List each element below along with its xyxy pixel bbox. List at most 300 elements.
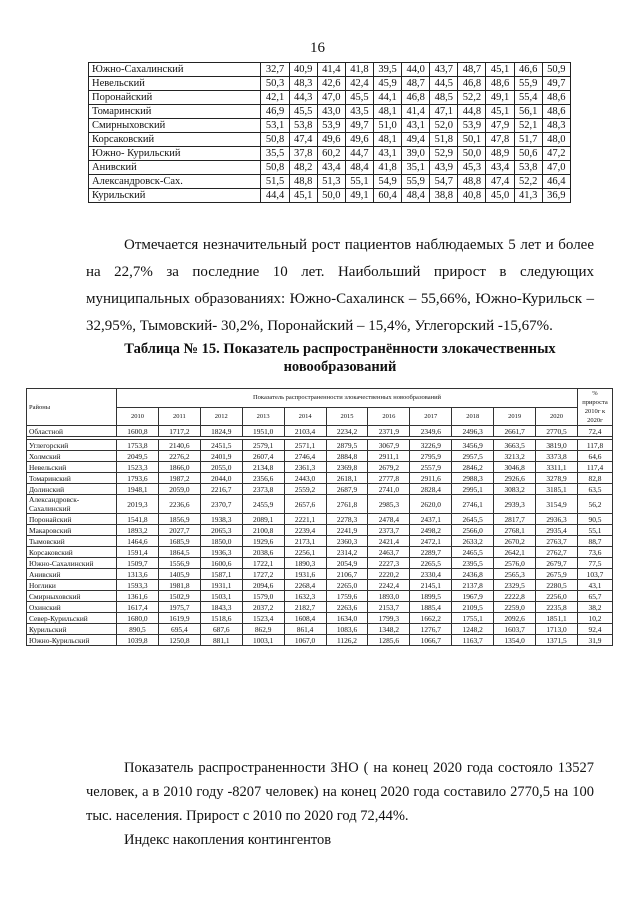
cell-value: 2037,2 (242, 602, 284, 613)
cell-value: 2330,4 (410, 569, 452, 580)
header-districts: Районы (27, 389, 117, 426)
cell-value: 1591,4 (117, 547, 159, 558)
table-row (27, 426, 613, 437)
table-row (89, 133, 571, 147)
page-number: 16 (310, 40, 325, 56)
cell-value: 1313,6 (117, 569, 159, 580)
district-name: Углегорский (27, 440, 117, 451)
cell-value: 2373,8 (242, 484, 284, 495)
cell-value: 44,0 (402, 63, 430, 77)
cell-value: 1518,6 (200, 613, 242, 624)
cell-value: 2019,3 (117, 495, 159, 514)
cell-value: 3819,0 (536, 440, 578, 451)
cell-value: 2236,6 (158, 495, 200, 514)
header-indicator: Показатель распространенности злокачественных новообразований (117, 389, 578, 408)
cell-value: 1713,0 (536, 624, 578, 635)
cell-value: 45,9 (373, 77, 401, 91)
cell-value: 2239,4 (284, 525, 326, 536)
cell-value: 47,2 (542, 147, 570, 161)
cell-value: 2465,5 (452, 547, 494, 558)
cell-value: 48,3 (289, 77, 317, 91)
cell-value: 41,4 (317, 63, 345, 77)
cell-value: 2763,7 (536, 536, 578, 547)
district-name: Макаровский (27, 525, 117, 536)
cell-value: 3311,1 (536, 462, 578, 473)
cell-value: 1759,6 (326, 591, 368, 602)
cell-value: 50,3 (261, 77, 289, 91)
cell-value: 73,6 (578, 547, 613, 558)
cell-value: 695,4 (158, 624, 200, 635)
cell-value: 2182,7 (284, 602, 326, 613)
cell-value: 77,5 (578, 558, 613, 569)
cell-value: 2059,0 (158, 484, 200, 495)
cell-value: 3067,9 (368, 440, 410, 451)
cell-value: 55,1 (578, 525, 613, 536)
cell-value: 49,1 (486, 91, 514, 105)
cell-value: 1541,8 (117, 514, 159, 525)
cell-value: 43,1 (402, 119, 430, 133)
cell-value: 2576,0 (494, 558, 536, 569)
cell-value: 32,7 (261, 63, 289, 77)
table-row (89, 91, 571, 105)
cell-value: 2256,1 (284, 547, 326, 558)
cell-value: 49,1 (345, 189, 373, 203)
cell-value: 2741,0 (368, 484, 410, 495)
cell-value: 1464,6 (117, 536, 159, 547)
cell-value: 2221,1 (284, 514, 326, 525)
table-row (27, 558, 613, 569)
table-row (89, 63, 571, 77)
district-name: Поронайский (27, 514, 117, 525)
cell-value: 2054,9 (326, 558, 368, 569)
cell-value: 2498,2 (410, 525, 452, 536)
table-row (27, 635, 613, 646)
cell-value: 1348,2 (368, 624, 410, 635)
cell-value: 2478,4 (368, 514, 410, 525)
cell-value: 2235,8 (536, 602, 578, 613)
cell-value: 2455,9 (242, 495, 284, 514)
cell-value: 45,1 (486, 63, 514, 77)
header-year: 2015 (326, 407, 368, 426)
cell-value: 10,2 (578, 613, 613, 624)
cell-value: 103,7 (578, 569, 613, 580)
table-row (27, 547, 613, 558)
cell-value: 44,1 (373, 91, 401, 105)
cell-value: 1617,4 (117, 602, 159, 613)
district-name: Южно-Сахалинский (27, 558, 117, 569)
cell-value: 2280,5 (536, 580, 578, 591)
cell-value: 2265,0 (326, 580, 368, 591)
district-name: Тымовский (27, 536, 117, 547)
cell-value: 48,6 (486, 77, 514, 91)
cell-value: 52,0 (430, 119, 458, 133)
cell-value: 45,5 (345, 91, 373, 105)
cell-value: 46,6 (514, 63, 542, 77)
cell-value: 3456,9 (452, 440, 494, 451)
cell-value: 2356,6 (242, 473, 284, 484)
cell-value: 51,8 (430, 133, 458, 147)
table-row (27, 451, 613, 462)
cell-value: 1632,3 (284, 591, 326, 602)
cell-value: 65,7 (578, 591, 613, 602)
cell-value: 2926,6 (494, 473, 536, 484)
cell-value: 50,8 (261, 133, 289, 147)
table-row (27, 580, 613, 591)
cell-value: 2670,2 (494, 536, 536, 547)
district-name: Областной (27, 426, 117, 437)
cell-value: 2762,7 (536, 547, 578, 558)
cell-value: 43,9 (430, 161, 458, 175)
district-name: Смирныховский (89, 119, 261, 133)
cell-value: 1948,1 (117, 484, 159, 495)
cell-value: 2451,5 (200, 440, 242, 451)
cell-value: 2100,8 (242, 525, 284, 536)
cell-value: 2911,1 (368, 451, 410, 462)
cell-value: 2241,9 (326, 525, 368, 536)
table-row (89, 105, 571, 119)
cell-value: 1163,7 (452, 635, 494, 646)
district-name: Корсаковский (27, 547, 117, 558)
cell-value: 2620,0 (410, 495, 452, 514)
cell-value: 1987,2 (158, 473, 200, 484)
district-name: Томаринский (27, 473, 117, 484)
cell-value: 1523,4 (242, 613, 284, 624)
cell-value: 55,4 (514, 91, 542, 105)
cell-value: 2094,6 (242, 580, 284, 591)
cell-value: 52,1 (514, 119, 542, 133)
cell-value: 2472,1 (410, 536, 452, 547)
district-name: Север-Курильский (27, 613, 117, 624)
cell-value: 92,4 (578, 624, 613, 635)
cell-value: 48,1 (373, 133, 401, 147)
table-row (27, 462, 613, 473)
cell-value: 2371,9 (368, 426, 410, 437)
cell-value: 1938,3 (200, 514, 242, 525)
cell-value: 51,0 (373, 119, 401, 133)
cell-value: 40,8 (458, 189, 486, 203)
cell-value: 1931,6 (284, 569, 326, 580)
cell-value: 1039,8 (117, 635, 159, 646)
district-name: Невельский (89, 77, 261, 91)
cell-value: 117,4 (578, 462, 613, 473)
cell-value: 1579,0 (242, 591, 284, 602)
cell-value: 1851,1 (536, 613, 578, 624)
cell-value: 2939,3 (494, 495, 536, 514)
cell-value: 2679,2 (368, 462, 410, 473)
cell-value: 36,9 (542, 189, 570, 203)
cell-value: 2768,1 (494, 525, 536, 536)
district-name: Курильский (89, 189, 261, 203)
cell-value: 2911,6 (410, 473, 452, 484)
table-row (27, 624, 613, 635)
cell-value: 48,6 (542, 105, 570, 119)
table-row (27, 473, 613, 484)
cell-value: 39,5 (373, 63, 401, 77)
cell-value: 51,7 (514, 133, 542, 147)
cell-value: 60,4 (373, 189, 401, 203)
cell-value: 687,6 (200, 624, 242, 635)
cell-value: 63,5 (578, 484, 613, 495)
cell-value: 2565,3 (494, 569, 536, 580)
cell-value: 2373,7 (368, 525, 410, 536)
header-year: 2018 (452, 407, 494, 426)
cell-value: 1126,2 (326, 635, 368, 646)
cell-value: 2436,8 (452, 569, 494, 580)
cell-value: 2988,3 (452, 473, 494, 484)
cell-value: 1722,1 (242, 558, 284, 569)
cell-value: 2746,4 (284, 451, 326, 462)
cell-value: 2027,7 (158, 525, 200, 536)
cell-value: 2770,5 (536, 426, 578, 437)
cell-value: 43,5 (345, 105, 373, 119)
cell-value: 2985,3 (368, 495, 410, 514)
cell-value: 42,4 (345, 77, 373, 91)
cell-value: 2642,1 (494, 547, 536, 558)
cell-value: 45,3 (458, 161, 486, 175)
cell-value: 1083,6 (326, 624, 368, 635)
cell-value: 50,6 (514, 147, 542, 161)
cell-value: 1662,2 (410, 613, 452, 624)
cell-value: 2846,2 (452, 462, 494, 473)
cell-value: 50,8 (261, 161, 289, 175)
cell-value: 2496,3 (452, 426, 494, 437)
cell-value: 3226,9 (410, 440, 452, 451)
cell-value: 48,8 (289, 175, 317, 189)
district-name: Томаринский (89, 105, 261, 119)
cell-value: 2687,9 (326, 484, 368, 495)
cell-value: 2828,4 (410, 484, 452, 495)
cell-value: 3185,1 (536, 484, 578, 495)
cell-value: 1067,0 (284, 635, 326, 646)
cell-value: 49,7 (345, 119, 373, 133)
cell-value: 49,4 (402, 133, 430, 147)
cell-value: 45,1 (289, 189, 317, 203)
cell-value: 55,9 (514, 77, 542, 91)
cell-value: 2618,1 (326, 473, 368, 484)
cell-value: 38,2 (578, 602, 613, 613)
cell-value: 2153,7 (368, 602, 410, 613)
table-row (89, 161, 571, 175)
cell-value: 1354,0 (494, 635, 536, 646)
cell-value: 2607,4 (242, 451, 284, 462)
cell-value: 1685,9 (158, 536, 200, 547)
cell-value: 2443,0 (284, 473, 326, 484)
cell-value: 2395,5 (452, 558, 494, 569)
cell-value: 53,8 (514, 161, 542, 175)
cell-value: 48,2 (289, 161, 317, 175)
header-year: 2013 (242, 407, 284, 426)
cell-value: 44,8 (458, 105, 486, 119)
cell-value: 2957,5 (452, 451, 494, 462)
cell-value: 2795,9 (410, 451, 452, 462)
cell-value: 1866,0 (158, 462, 200, 473)
cell-value: 2777,8 (368, 473, 410, 484)
cell-value: 1981,8 (158, 580, 200, 591)
table-prevalence (26, 388, 613, 646)
cell-value: 40,9 (289, 63, 317, 77)
cell-value: 44,7 (345, 147, 373, 161)
district-name: Александровск-Сахалинский (27, 495, 117, 514)
table-row (89, 189, 571, 203)
table-row (27, 525, 613, 536)
cell-value: 2227,3 (368, 558, 410, 569)
cell-value: 2557,9 (410, 462, 452, 473)
cell-value: 1680,0 (117, 613, 159, 624)
cell-value: 2145,1 (410, 580, 452, 591)
header-year: 2016 (368, 407, 410, 426)
cell-value: 42,6 (317, 77, 345, 91)
cell-value: 2055,0 (200, 462, 242, 473)
cell-value: 52,2 (458, 91, 486, 105)
table-row (27, 514, 613, 525)
cell-value: 48,0 (542, 133, 570, 147)
cell-value: 53,1 (261, 119, 289, 133)
cell-value: 2314,2 (326, 547, 368, 558)
paragraph-growth: Отмечается незначительный рост пациентов наблюдаемых 5 лет и более на 22,7% за последние 10 лет. Наибольший прирост в следующих муниципальных образованиях: Южно-Сахалинск – 55,66%, Южно-Курильск – 32,95%, Тымовский- 30,2%, Поронайский – 15,4%, Углегорский -15,67%. (86, 237, 594, 334)
cell-value: 1893,2 (117, 525, 159, 536)
cell-value: 2761,8 (326, 495, 368, 514)
cell-value: 45,1 (486, 105, 514, 119)
cell-value: 2879,5 (326, 440, 368, 451)
table-row (27, 613, 613, 624)
cell-value: 46,9 (261, 105, 289, 119)
cell-value: 1931,1 (200, 580, 242, 591)
cell-value: 2661,7 (494, 426, 536, 437)
district-name: Курильский (27, 624, 117, 635)
cell-value: 41,8 (373, 161, 401, 175)
cell-value: 43,4 (486, 161, 514, 175)
cell-value: 1502,9 (158, 591, 200, 602)
cell-value: 2173,1 (284, 536, 326, 547)
cell-value: 1850,0 (200, 536, 242, 547)
cell-value: 64,6 (578, 451, 613, 462)
cell-value: 1405,9 (158, 569, 200, 580)
table-15-title: Таблица № 15. Показатель распространённости злокачественных новообразований (124, 341, 556, 375)
cell-value: 2256,0 (536, 591, 578, 602)
district-name: Невельский (27, 462, 117, 473)
table-row (27, 440, 613, 451)
cell-value: 2633,2 (452, 536, 494, 547)
cell-value: 47,1 (430, 105, 458, 119)
header-growth: % прироста 2010г к 2020г (578, 389, 613, 426)
cell-value: 45,0 (486, 189, 514, 203)
table-row (89, 175, 571, 189)
cell-value: 1885,4 (410, 602, 452, 613)
cell-value: 52,2 (514, 175, 542, 189)
cell-value: 82,8 (578, 473, 613, 484)
table-row (27, 602, 613, 613)
district-name: Смирныховский (27, 591, 117, 602)
cell-value: 50,1 (458, 133, 486, 147)
cell-value: 1619,9 (158, 613, 200, 624)
cell-value: 2216,7 (200, 484, 242, 495)
cell-value: 1755,1 (452, 613, 494, 624)
cell-value: 2089,1 (242, 514, 284, 525)
cell-value: 1856,9 (158, 514, 200, 525)
cell-value: 3154,9 (536, 495, 578, 514)
header-year: 2011 (158, 407, 200, 426)
cell-value: 88,7 (578, 536, 613, 547)
table-row (89, 147, 571, 161)
paragraph-prevalence: Показатель распространенности ЗНО ( на конец 2020 года состояло 13527 человек, а в 2010 году -8207 человек) на конец 2020 года составило 2770,5 на 100 тыс. населения. Прирост с 2010 по 2020 год 72,44%. (86, 760, 594, 824)
cell-value: 1634,0 (326, 613, 368, 624)
cell-value: 2265,5 (410, 558, 452, 569)
cell-value: 43,1 (373, 147, 401, 161)
cell-value: 42,1 (261, 91, 289, 105)
cell-value: 2220,2 (368, 569, 410, 580)
cell-value: 861,4 (284, 624, 326, 635)
cell-value: 1727,2 (242, 569, 284, 580)
cell-value: 2065,3 (200, 525, 242, 536)
cell-value: 38,8 (430, 189, 458, 203)
table-row (27, 536, 613, 547)
cell-value: 44,5 (430, 77, 458, 91)
cell-value: 51,5 (261, 175, 289, 189)
cell-value: 1843,3 (200, 602, 242, 613)
table-row (89, 77, 571, 91)
header-year: 2012 (200, 407, 242, 426)
cell-value: 1066,7 (410, 635, 452, 646)
cell-value: 2657,6 (284, 495, 326, 514)
cell-value: 2134,8 (242, 462, 284, 473)
cell-value: 2222,8 (494, 591, 536, 602)
district-name: Южно-Сахалинский (89, 63, 261, 77)
cell-value: 31,9 (578, 635, 613, 646)
cell-value: 48,7 (402, 77, 430, 91)
cell-value: 1929,6 (242, 536, 284, 547)
cell-value: 2401,9 (200, 451, 242, 462)
cell-value: 1587,1 (200, 569, 242, 580)
district-name: Долинский (27, 484, 117, 495)
cell-value: 2360,3 (326, 536, 368, 547)
paragraph-accumulation-index: Индекс накопления контингентов (124, 832, 332, 848)
cell-value: 56,2 (578, 495, 613, 514)
cell-value: 862,9 (242, 624, 284, 635)
cell-value: 47,0 (317, 91, 345, 105)
cell-value: 47,4 (289, 133, 317, 147)
cell-value: 2361,3 (284, 462, 326, 473)
cell-value: 48,3 (542, 119, 570, 133)
cell-value: 47,9 (486, 119, 514, 133)
cell-value: 2278,3 (326, 514, 368, 525)
cell-value: 1951,0 (242, 426, 284, 437)
cell-value: 1248,2 (452, 624, 494, 635)
cell-value: 52,9 (430, 147, 458, 161)
cell-value: 41,8 (345, 63, 373, 77)
cell-value: 2559,2 (284, 484, 326, 495)
cell-value: 44,4 (261, 189, 289, 203)
cell-value: 41,3 (514, 189, 542, 203)
cell-value: 2140,6 (158, 440, 200, 451)
cell-value: 2044,0 (200, 473, 242, 484)
cell-value: 2370,7 (200, 495, 242, 514)
cell-value: 2263,6 (326, 602, 368, 613)
cell-value: 47,0 (542, 161, 570, 175)
cell-value: 3278,9 (536, 473, 578, 484)
cell-value: 54,9 (373, 175, 401, 189)
cell-value: 41,4 (402, 105, 430, 119)
cell-value: 2329,5 (494, 580, 536, 591)
cell-value: 1600,8 (117, 426, 159, 437)
cell-value: 43,0 (317, 105, 345, 119)
cell-value: 60,2 (317, 147, 345, 161)
cell-value: 1371,5 (536, 635, 578, 646)
cell-value: 1523,3 (117, 462, 159, 473)
cell-value: 48,5 (430, 91, 458, 105)
cell-value: 2137,8 (452, 580, 494, 591)
cell-value: 2268,4 (284, 580, 326, 591)
cell-value: 2369,8 (326, 462, 368, 473)
